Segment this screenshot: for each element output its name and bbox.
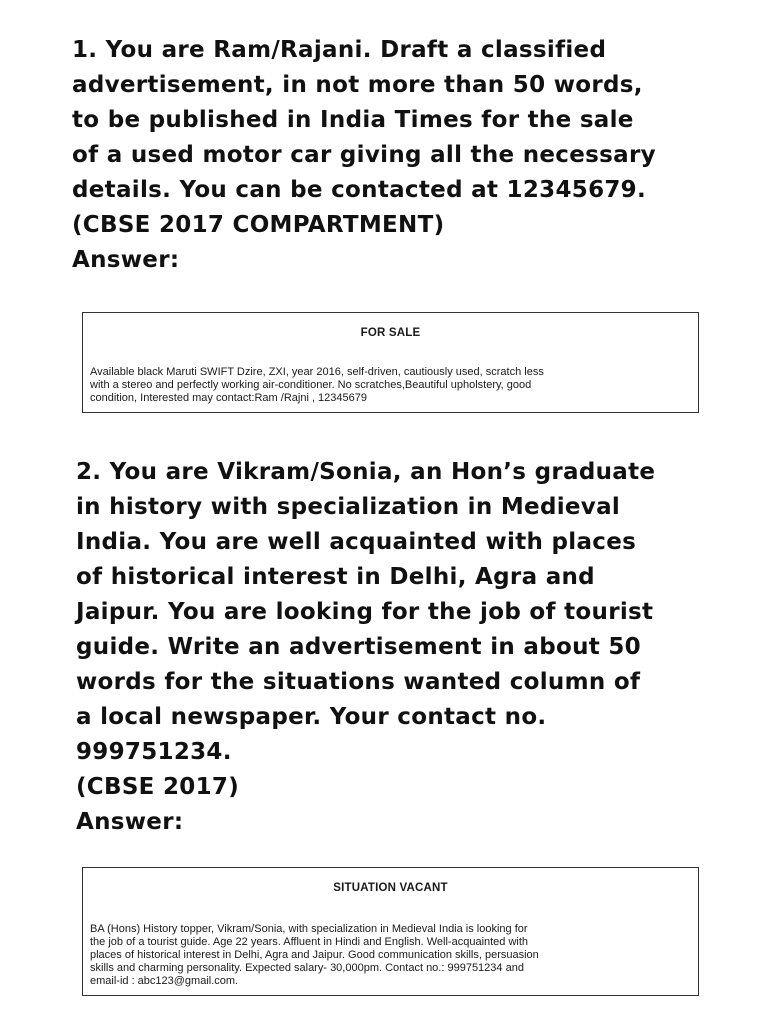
question-2 bbox=[76, 455, 655, 840]
ad-text-line: condition, Interested may contact:Ram /Rajni , 12345679 bbox=[90, 392, 367, 404]
question-2-line: 999751234. bbox=[76, 739, 232, 765]
for-sale-ad-title: FOR SALE bbox=[360, 327, 421, 339]
question-2-line: of historical interest in Delhi, Agra and bbox=[76, 564, 595, 590]
ad-text-line: places of historical interest in Delhi, Agra and Jaipur. Good communication skills, persuasion bbox=[90, 949, 539, 961]
question-2-line: Jaipur. You are looking for the job of tourist bbox=[76, 599, 654, 625]
question-2-line: India. You are well acquainted with places bbox=[76, 529, 637, 555]
question-1-line: advertisement, in not more than 50 words, bbox=[72, 72, 643, 98]
for-sale-ad-box bbox=[82, 312, 699, 413]
question-1-line: details. You can be contacted at 12345679. bbox=[72, 177, 647, 203]
question-1-answer-label: Answer: bbox=[72, 247, 180, 273]
for-sale-ad-body bbox=[90, 366, 692, 405]
question-2-line: words for the situations wanted column of bbox=[76, 669, 641, 695]
ad-text-line: BA (Hons) History topper, Vikram/Sonia, with specialization in Medieval India is looking for bbox=[90, 923, 528, 935]
question-1-source: (CBSE 2017 COMPARTMENT) bbox=[72, 212, 445, 238]
ad-text-line: skills and charming personality. Expected salary- 30,000pm. Contact no.: 999751234 and bbox=[90, 962, 524, 974]
ad-text-line: the job of a tourist guide. Age 22 years. Affluent in Hindi and English. Well-acquainted with bbox=[90, 936, 529, 948]
question-1-line: 1. You are Ram/Rajani. Draft a classified bbox=[72, 37, 607, 63]
question-2-line: a local newspaper. Your contact no. bbox=[76, 704, 547, 730]
question-1-line: of a used motor car giving all the necessary bbox=[72, 142, 656, 168]
situation-vacant-ad-title: SITUATION VACANT bbox=[333, 882, 448, 894]
question-2-answer-label: Answer: bbox=[76, 809, 184, 835]
ad-text-line: with a stereo and perfectly working air-conditioner. No scratches,Beautiful upholstery, good bbox=[90, 379, 532, 391]
situation-vacant-ad-box bbox=[82, 867, 699, 996]
situation-vacant-ad-body bbox=[90, 923, 692, 988]
question-1 bbox=[72, 33, 656, 278]
question-2-source: (CBSE 2017) bbox=[76, 774, 240, 800]
question-2-line: guide. Write an advertisement in about 50 bbox=[76, 634, 641, 660]
ad-text-line: email-id : abc123@gmail.com. bbox=[90, 975, 239, 987]
question-1-line: to be published in India Times for the sale bbox=[72, 107, 634, 133]
question-2-line: 2. You are Vikram/Sonia, an Hon’s graduate bbox=[76, 459, 656, 485]
question-2-line: in history with specialization in Medieval bbox=[76, 494, 621, 520]
ad-text-line: Available black Maruti SWIFT Dzire, ZXI, year 2016, self-driven, cautiously used, scratch less bbox=[90, 366, 544, 378]
